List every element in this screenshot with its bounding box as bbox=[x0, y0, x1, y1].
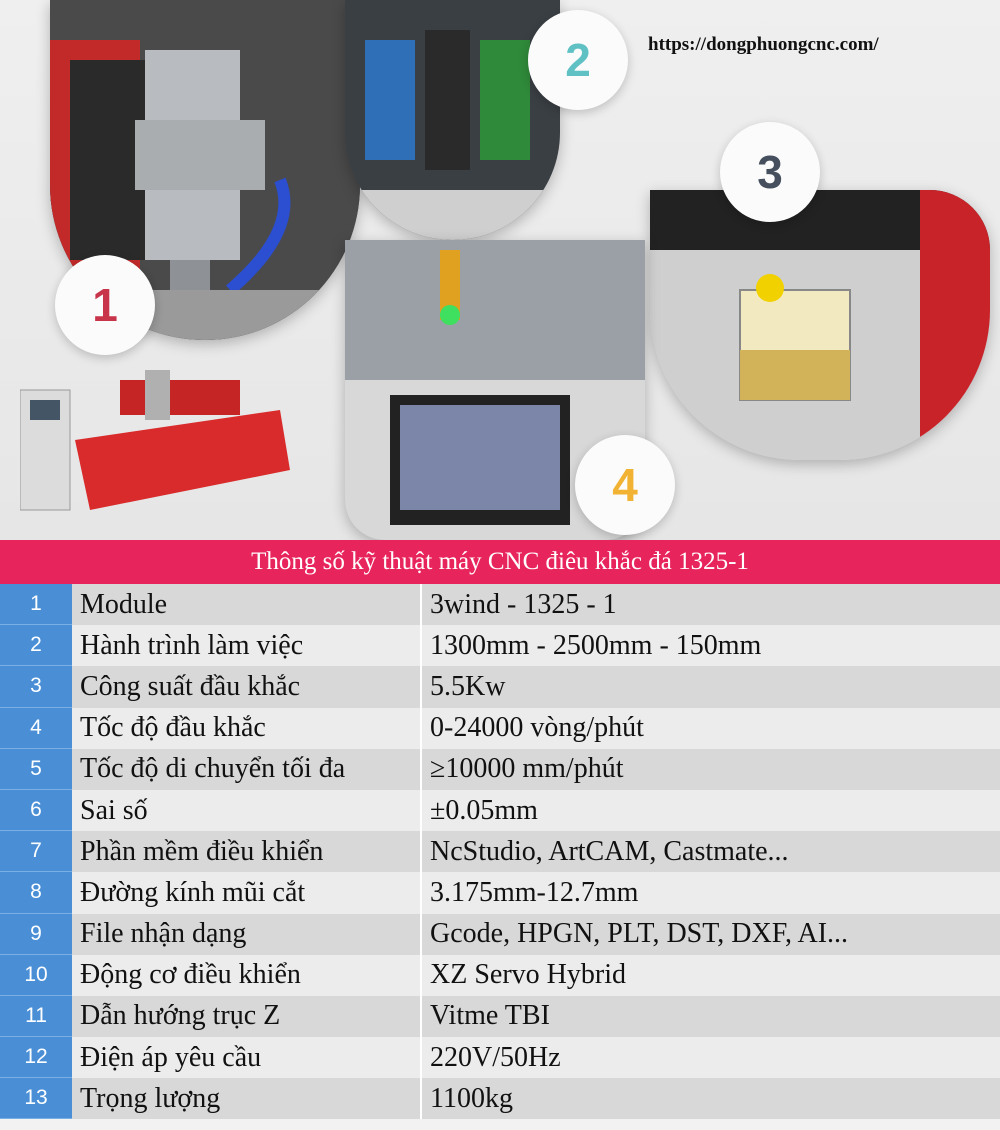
table-row bbox=[0, 914, 1000, 955]
spec-label: Động cơ điều khiển bbox=[72, 955, 422, 996]
row-number: 11 bbox=[0, 996, 72, 1037]
spec-table bbox=[0, 584, 1000, 1119]
row-number: 12 bbox=[0, 1037, 72, 1078]
spec-label: Hành trình làm việc bbox=[72, 625, 422, 666]
table-row bbox=[0, 584, 1000, 625]
table-row bbox=[0, 831, 1000, 872]
pump-illustration bbox=[650, 190, 990, 460]
row-number: 3 bbox=[0, 666, 72, 707]
row-number: 4 bbox=[0, 708, 72, 749]
row-number: 9 bbox=[0, 914, 72, 955]
row-number: 13 bbox=[0, 1078, 72, 1119]
row-number: 2 bbox=[0, 625, 72, 666]
spec-label: Tốc độ di chuyển tối đa bbox=[72, 749, 422, 790]
spec-label: Đường kính mũi cắt bbox=[72, 872, 422, 913]
table-row bbox=[0, 1037, 1000, 1078]
badge-4: 4 bbox=[575, 435, 675, 535]
spec-label: Công suất đầu khắc bbox=[72, 666, 422, 707]
driver-illustration bbox=[345, 0, 560, 240]
spec-label: Sai số bbox=[72, 790, 422, 831]
spec-label: Module bbox=[72, 584, 422, 625]
spec-label: Tốc độ đầu khắc bbox=[72, 708, 422, 749]
spec-value: 5.5Kw bbox=[422, 666, 1000, 707]
spec-value: XZ Servo Hybrid bbox=[422, 955, 1000, 996]
table-row bbox=[0, 749, 1000, 790]
row-number: 6 bbox=[0, 790, 72, 831]
row-number: 10 bbox=[0, 955, 72, 996]
spec-value: 1300mm - 2500mm - 150mm bbox=[422, 625, 1000, 666]
table-row bbox=[0, 872, 1000, 913]
table-row bbox=[0, 708, 1000, 749]
spec-value: ±0.05mm bbox=[422, 790, 1000, 831]
table-row bbox=[0, 1078, 1000, 1119]
spec-value: 0-24000 vòng/phút bbox=[422, 708, 1000, 749]
badge-2: 2 bbox=[528, 10, 628, 110]
badge-1: 1 bbox=[55, 255, 155, 355]
row-number: 1 bbox=[0, 584, 72, 625]
row-number: 8 bbox=[0, 872, 72, 913]
product-photo-collage bbox=[0, 0, 1000, 540]
spec-value: 220V/50Hz bbox=[422, 1037, 1000, 1078]
spec-value: Gcode, HPGN, PLT, DST, DXF, AI... bbox=[422, 914, 1000, 955]
driver-board-photo bbox=[345, 0, 560, 240]
row-number: 7 bbox=[0, 831, 72, 872]
spec-label: Điện áp yêu cầu bbox=[72, 1037, 422, 1078]
machine-illustration bbox=[20, 360, 300, 520]
spec-value: 3.175mm-12.7mm bbox=[422, 872, 1000, 913]
site-url[interactable]: https://dongphuongcnc.com/ bbox=[648, 34, 879, 55]
machine-photo bbox=[20, 360, 300, 520]
spec-value: Vitme TBI bbox=[422, 996, 1000, 1037]
spec-value: 1100kg bbox=[422, 1078, 1000, 1119]
table-row bbox=[0, 625, 1000, 666]
table-row bbox=[0, 955, 1000, 996]
row-number: 5 bbox=[0, 749, 72, 790]
table-row bbox=[0, 996, 1000, 1037]
spec-label: Phần mềm điều khiển bbox=[72, 831, 422, 872]
table-row bbox=[0, 790, 1000, 831]
spec-value: NcStudio, ArtCAM, Castmate... bbox=[422, 831, 1000, 872]
spec-value: ≥10000 mm/phút bbox=[422, 749, 1000, 790]
lubrication-pump-photo bbox=[650, 190, 990, 460]
spec-label: File nhận dạng bbox=[72, 914, 422, 955]
spec-value: 3wind - 1325 - 1 bbox=[422, 584, 1000, 625]
badge-3: 3 bbox=[720, 122, 820, 222]
spec-label: Dẫn hướng trục Z bbox=[72, 996, 422, 1037]
table-row bbox=[0, 666, 1000, 707]
spec-label: Trọng lượng bbox=[72, 1078, 422, 1119]
spec-title: Thông số kỹ thuật máy CNC điêu khắc đá 1325-1 bbox=[0, 540, 1000, 584]
